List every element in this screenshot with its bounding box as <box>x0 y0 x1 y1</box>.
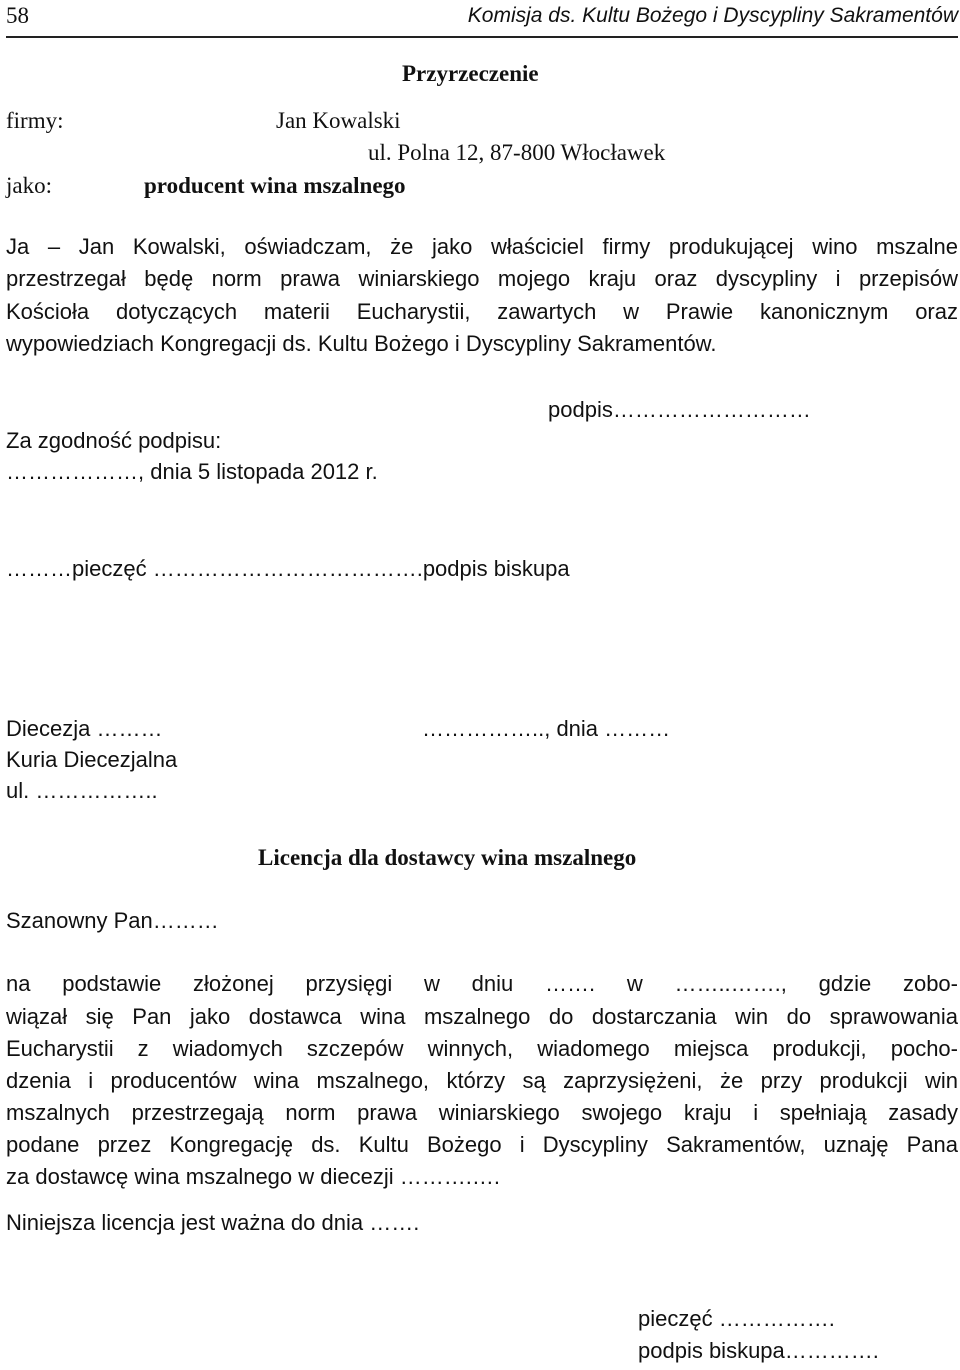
street-line: ul. …………….. <box>6 778 158 803</box>
page-number: 58 <box>6 3 29 28</box>
pledge-body-line: wypowiedziach Kongregacji ds. Kultu Bożego i Dyscypliny Sakramentów. <box>6 331 717 356</box>
date-line: ………………, dnia 5 listopada 2012 r. <box>6 459 378 484</box>
as-value: producent wina mszalnego <box>144 173 406 198</box>
pledge-title: Przyrzeczenie <box>402 61 539 86</box>
licence-stamp-line: pieczęć ……………. <box>638 1306 835 1331</box>
licence-body-line: za dostawcę wina mszalnego w diecezji ……….…. <box>6 1164 500 1189</box>
licence-title: Licencja dla dostawcy wina mszalnego <box>258 845 637 870</box>
conformity-label: Za zgodność podpisu: <box>6 428 222 453</box>
firm-name: Jan Kowalski <box>276 108 401 133</box>
running-title: Komisja ds. Kultu Bożego i Dyscypliny Sakramentów <box>467 4 958 27</box>
licence-body-line: wiązał się Pan jako dostawca wina mszalnego do dostarczania win do sprawowania <box>6 1004 958 1029</box>
place-date-line: …………….., dnia ……… <box>422 716 671 741</box>
licence-body-line: Eucharystii z wiadomych szczepów winnych, wiadomego miejsca produkcji, pocho- <box>6 1036 958 1061</box>
bishop-signature-line: podpis biskupa…………. <box>638 1338 879 1363</box>
stamp-signature-line: ………pieczęć ……………………………….podpis biskupa <box>6 556 570 581</box>
signature-line: podpis……………………… <box>548 397 811 422</box>
pledge-body-line: Ja – Jan Kowalski, oświadczam, że jako właściciel firmy produkującej wino mszalne <box>6 234 958 259</box>
licence-body-line: podane przez Kongregację ds. Kultu Bożego i Dyscypliny Sakramentów, uznaję Pana <box>6 1132 958 1157</box>
firm-address: ul. Polna 12, 87-800 Włocławek <box>368 140 666 165</box>
as-label: jako: <box>6 173 52 198</box>
licence-body-line: na podstawie złożonej przysięgi w dniu ……. w ……..……., gdzie zobo- <box>6 971 958 996</box>
curia-line: Kuria Diecezjalna <box>6 747 178 772</box>
validity-line: Niniejsza licencja jest ważna do dnia ……. <box>6 1210 420 1235</box>
firm-label: firmy: <box>6 108 64 133</box>
licence-body-line: dzenia i producentów wina mszalnego, którzy są zaprzysiężeni, że przy produkcji win <box>6 1068 958 1093</box>
diocese-line: Diecezja ……… <box>6 716 163 741</box>
licence-body-line: mszalnych przestrzegają norm prawa winiarskiego swojego kraju i spełniają zasady <box>6 1100 958 1125</box>
header-rule <box>6 36 958 38</box>
salutation: Szanowny Pan……… <box>6 908 219 933</box>
pledge-body-line: Kościoła dotyczących materii Eucharystii, zawartych w Prawie kanonicznym oraz <box>6 299 958 324</box>
pledge-body-line: przestrzegał będę norm prawa winiarskiego mojego kraju oraz dyscypliny i przepisów <box>6 266 958 291</box>
